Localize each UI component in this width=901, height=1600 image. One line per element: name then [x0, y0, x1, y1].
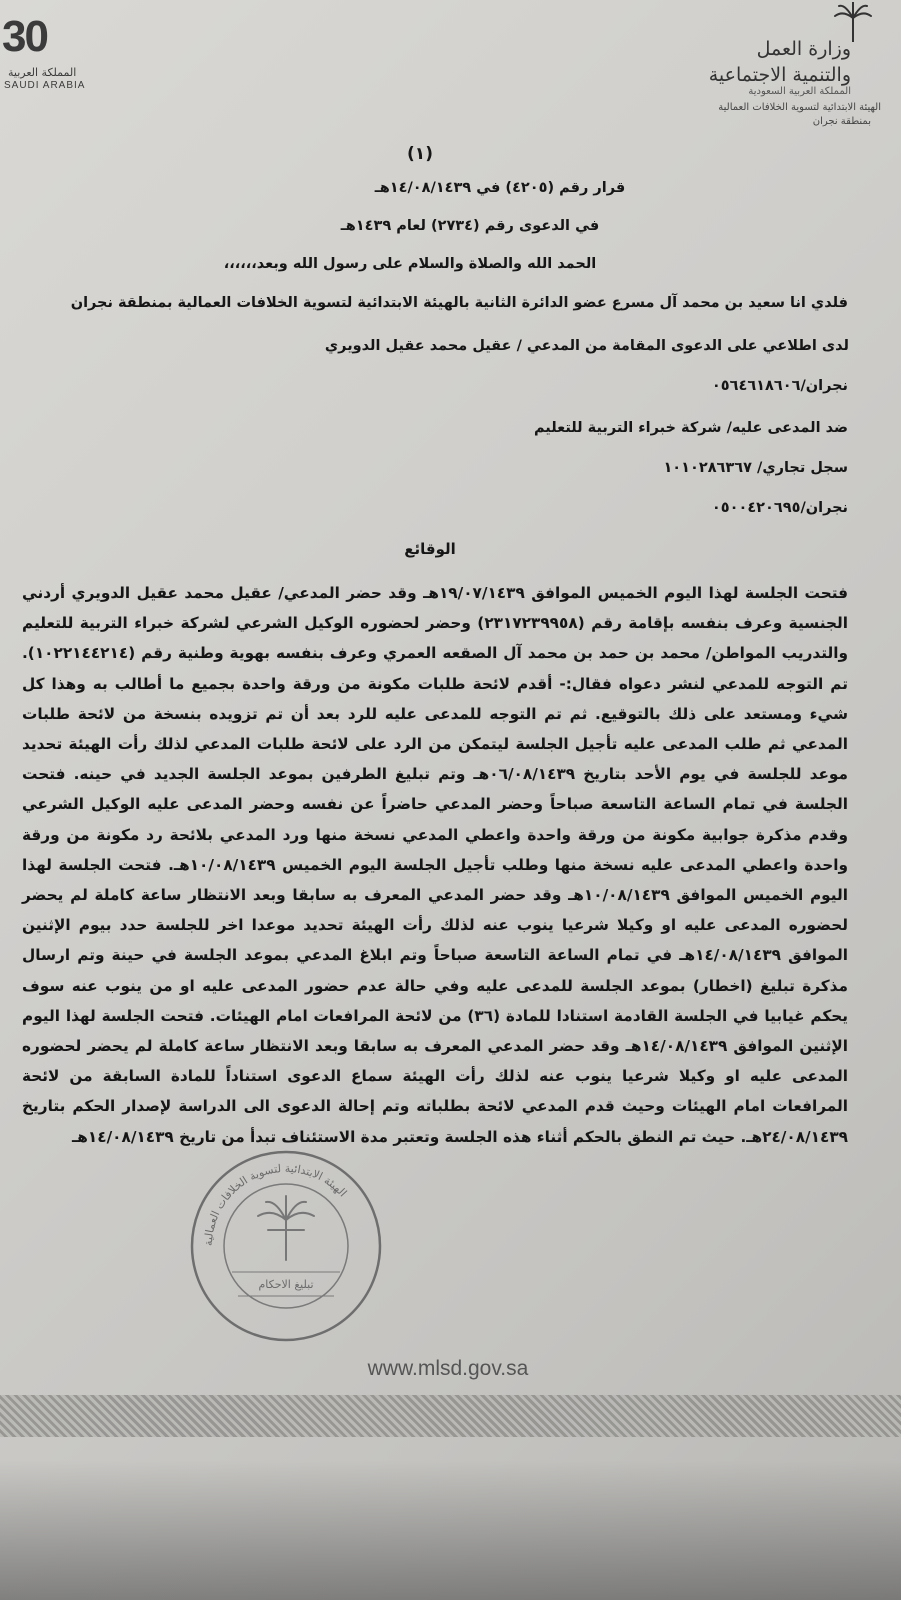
defendant-line: ضد المدعى عليه/ شركة خبراء التربية للتعليم: [533, 420, 848, 436]
website-footer: www.mlsd.gov.sa: [367, 1357, 529, 1380]
page-number: (١): [407, 144, 433, 164]
bottom-shadow: [0, 1460, 901, 1600]
palm-icon: [833, 2, 873, 42]
stamp-ring-text: الهيئة الابتدائية لتسوية الخلافات العمالية: [201, 1161, 350, 1247]
case-line: في الدعوى رقم (٢٧٣٤) لعام ١٤٣٩هـ: [340, 218, 600, 234]
ministry-line2: والتنمية الاجتماعية: [708, 64, 851, 86]
ministry-logo: [661, 0, 881, 130]
stamp-palm-icon: [258, 1196, 314, 1260]
facts-paragraph: فتحت الجلسة لهذا اليوم الخميس الموافق ١٩/٠٧/١٤٣٩هـ وقد حضر المدعي/ عقيل محمد عقيل الدويري أردني الجنسية وعرف بنفسه بإقامة رقم (٢٣١٧٢٣٩٩٥٨) وحضر لحضوره الوكيل الشرعي لشركة خبراء التربية للتعليم والتدريب المواطن/ محمد بن حمد بن محمد آل الصقعه العمري وعرف بنفسه بهوية وطنية رقم (١٠٢٢١٤٤٢١٤). تم التوجه للمدعي لنشر دعواه فقال:- أقدم لائحة طلبات مكونة من ورقة واحدة بجميع ما أطالب به وهذا كل شيء ومستعد على ذلك بالتوقيع. ثم تم التوجه للمدعى عليه للرد بعد أن تم تزويده بنسخة من لائحة طلبات المدعي ثم طلب المدعى عليه تأجيل الجلسة ليتمكن من الرد على لائحة طلبات المدعي لذلك رأت الهيئة تحديد موعد للجلسة في يوم الأحد بتاريخ ٠٦/٠٨/١٤٣٩هـ وتم تبليغ الطرفين بموعد الجلسة الجديد في حينه. فتحت الجلسة في تمام الساعة التاسعة صباحاً وحضر المدعي حاضراً عن نفسه وحضر المدعى عليه الوكيل الشرعي وقدم مذكرة جوابية مكونة من ورقة واحدة واعطي المدعي نسخة منها ورد المدعي بلائحة رد مكونة من ورقة واحدة واعطي المدعى عليه نسخة منها وطلب تأجيل الجلسة اليوم الخميس ١٠/٠٨/١٤٣٩هـ. فتحت الجلسة لهذا اليوم الخميس الموافق ١٠/٠٨/١٤٣٩هـ وقد حضر المدعي المعرف به سابقا وبعد الانتظار ساعة كاملة لم يحضر لحضوره المدعى عليه او وكيلا شرعيا ينوب عنه لذلك رأت الهيئة تحديد موعدا اخر للجلسة حدد بيوم الإثنين الموافق ١٤/٠٨/١٤٣٩هـ في تمام الساعة التاسعة صباحاً وتم ابلاغ المدعي بموعد الجلسة في حينة وتم ارسال مذكرة تبليغ (اخطار) بموعد الجلسة للمدعى عليه وفي حالة عدم حضور المدعى عليه او من ينوب عنه سوف يحكم غيابيا في الجلسة القادمة استنادا للمادة (٣٦) من لائحة المرافعات امام الهيئات. فتحت الجلسة لهذا اليوم الإثنين الموافق ١٤/٠٨/١٤٣٩هـ وقد حضر المدعي المعرف به سابقا وبعد الانتظار ساعة كاملة لم يحضر لحضوره المدعى عليه او وكيلا شرعيا ينوب عنه لذلك رأت الهيئة سماع الدعوى استناداً للمادة السابقة من لائحة المرافعات امام الهيئات وحيث قدم المدعي لائحة بطلباته وتم إحالة الدعوى الى الدراسة لإصدار الحكم بتاريخ ٢٤/٠٨/١٤٣٩هـ. حيث تم النطق بالحكم أثناء هذه الجلسة وتعتبر مدة الاستئناف تبدأ من تاريخ ١٤/٠٨/١٤٣٩هـ: [22, 584, 849, 1146]
facts-title: الوقائع: [404, 540, 456, 558]
decision-line: قرار رقم (٤٢٠٥) في ١٤/٠٨/١٤٣٩هـ: [374, 180, 626, 196]
ministry-line3: المملكة العربية السعودية: [748, 86, 851, 97]
intro-line: فلدي انا سعيد بن محمد آل مسرع عضو الدائرة الثانية بالهيئة الابتدائية لتسوية الخلافات العمالية بمنطقة نجران: [70, 295, 848, 311]
region-line: بمنطقة نجران: [812, 116, 871, 127]
defendant-phone: نجران/٠٥٠٠٤٢٠٦٩٥: [711, 500, 848, 516]
vision-english: SAUDI ARABIA: [4, 80, 86, 91]
claimant-line: لدى اطلاعي على الدعوى المقامة من المدعي / عقيل محمد عقيل الدويري: [324, 338, 849, 354]
vision-arabic: المملكة العربية: [8, 66, 77, 79]
footer-hatch-band: [0, 1395, 901, 1437]
official-stamp: [188, 1148, 384, 1344]
vision-2030-logo: [0, 0, 120, 100]
commercial-register: سجل تجاري/ ١٠١٠٢٨٦٣٦٧: [663, 460, 848, 476]
greeting-line: الحمد الله والصلاة والسلام على رسول الله وبعد،،،،،،: [223, 256, 597, 272]
stamp-center-text: تبليغ الاحكام: [258, 1278, 314, 1291]
vision-number: 30: [2, 12, 47, 61]
claimant-phone: نجران/٠٥٦٤٦١٨٦٠٦: [711, 378, 848, 394]
ministry-line1: وزارة العمل: [756, 38, 851, 60]
authority-line: الهيئة الابتدائية لتسوية الخلافات العمالية: [718, 102, 881, 113]
